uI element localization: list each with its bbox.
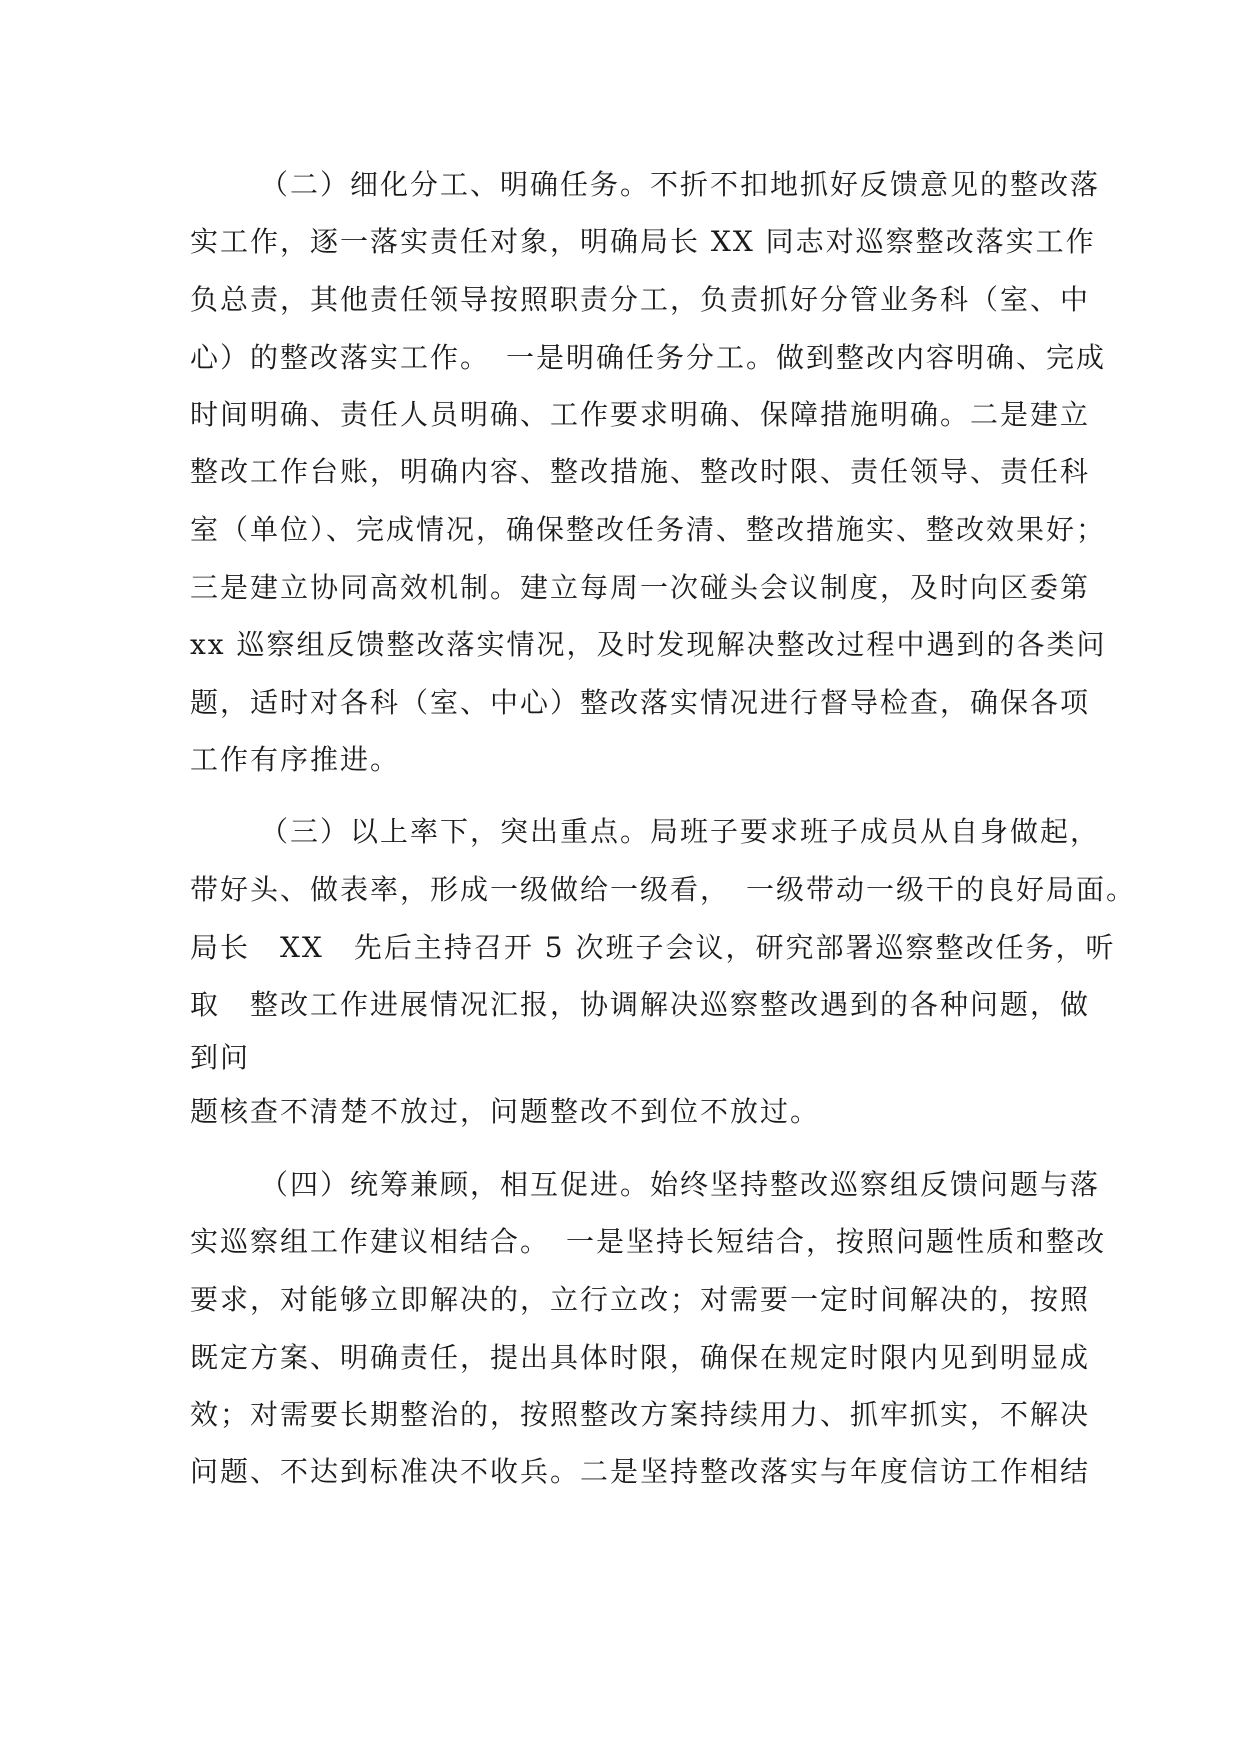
paragraph-3-line-1: （三）以上率下，突出重点。局班子要求班子成员从自身做起， [260,815,1101,848]
paragraph-4-line-4: 既定方案、明确责任，提出具体时限，确保在规定时限内见到明显成 [190,1341,1091,1374]
paragraph-2-line-11: 工作有序推进。 [190,743,401,776]
paragraph-3-line-5: 到问 [190,1041,251,1074]
paragraph-4-line-3: 要求，对能够立即解决的，立行立改；对需要一定时间解决的，按照 [190,1283,1091,1316]
paragraph-2-line-1: （二）细化分工、明确任务。不折不扣地抓好反馈意见的整改落 [260,168,1101,201]
paragraph-4-line-2: 实巡察组工作建议相结合。 一是坚持长短结合，按照问题性质和整改 [190,1225,1107,1258]
paragraph-2-line-4: 心）的整改落实工作。 一是明确任务分工。做到整改内容明确、完成 [190,341,1107,374]
paragraph-4-line-1: （四）统筹兼顾，相互促进。始终坚持整改巡察组反馈问题与落 [260,1168,1101,1201]
paragraph-2-line-10: 题，适时对各科（室、中心）整改落实情况进行督导检查，确保各项 [190,686,1091,719]
paragraph-3-line-6: 题核查不清楚不放过，问题整改不到位不放过。 [190,1095,821,1128]
paragraph-3-line-3: 局长 XX 先后主持召开 5 次班子会议，研究部署巡察整改任务，听 [190,931,1116,964]
paragraph-3-line-2: 带好头、做表率，形成一级做给一级看， 一级带动一级干的良好局面。 [190,873,1137,906]
paragraph-2-line-8: 三是建立协同高效机制。建立每周一次碰头会议制度，及时向区委第 [190,571,1091,604]
paragraph-2-line-6: 整改工作台账，明确内容、整改措施、整改时限、责任领导、责任科 [190,455,1091,488]
paragraph-4-line-6: 问题、不达到标准决不收兵。二是坚持整改落实与年度信访工作相结 [190,1455,1091,1488]
paragraph-2-line-7: 室（单位）、完成情况，确保整改任务清、整改措施实、整改效果好； [190,513,1107,546]
paragraph-4-line-5: 效；对需要长期整治的，按照整改方案持续用力、抓牢抓实，不解决 [190,1398,1091,1431]
paragraph-2-line-5: 时间明确、责任人员明确、工作要求明确、保障措施明确。二是建立 [190,398,1091,431]
paragraph-2-line-3: 负总责，其他责任领导按照职责分工，负责抓好分管业务科（室、中 [190,283,1091,316]
paragraph-2-line-2: 实工作，逐一落实责任对象，明确局长 XX 同志对巡察整改落实工作 [190,225,1096,258]
paragraph-3-line-4: 取 整改工作进展情况汇报，协调解决巡察整改遇到的各种问题，做 [190,988,1091,1021]
paragraph-2-line-9: xx 巡察组反馈整改落实情况，及时发现解决整改过程中遇到的各类问 [190,628,1107,661]
